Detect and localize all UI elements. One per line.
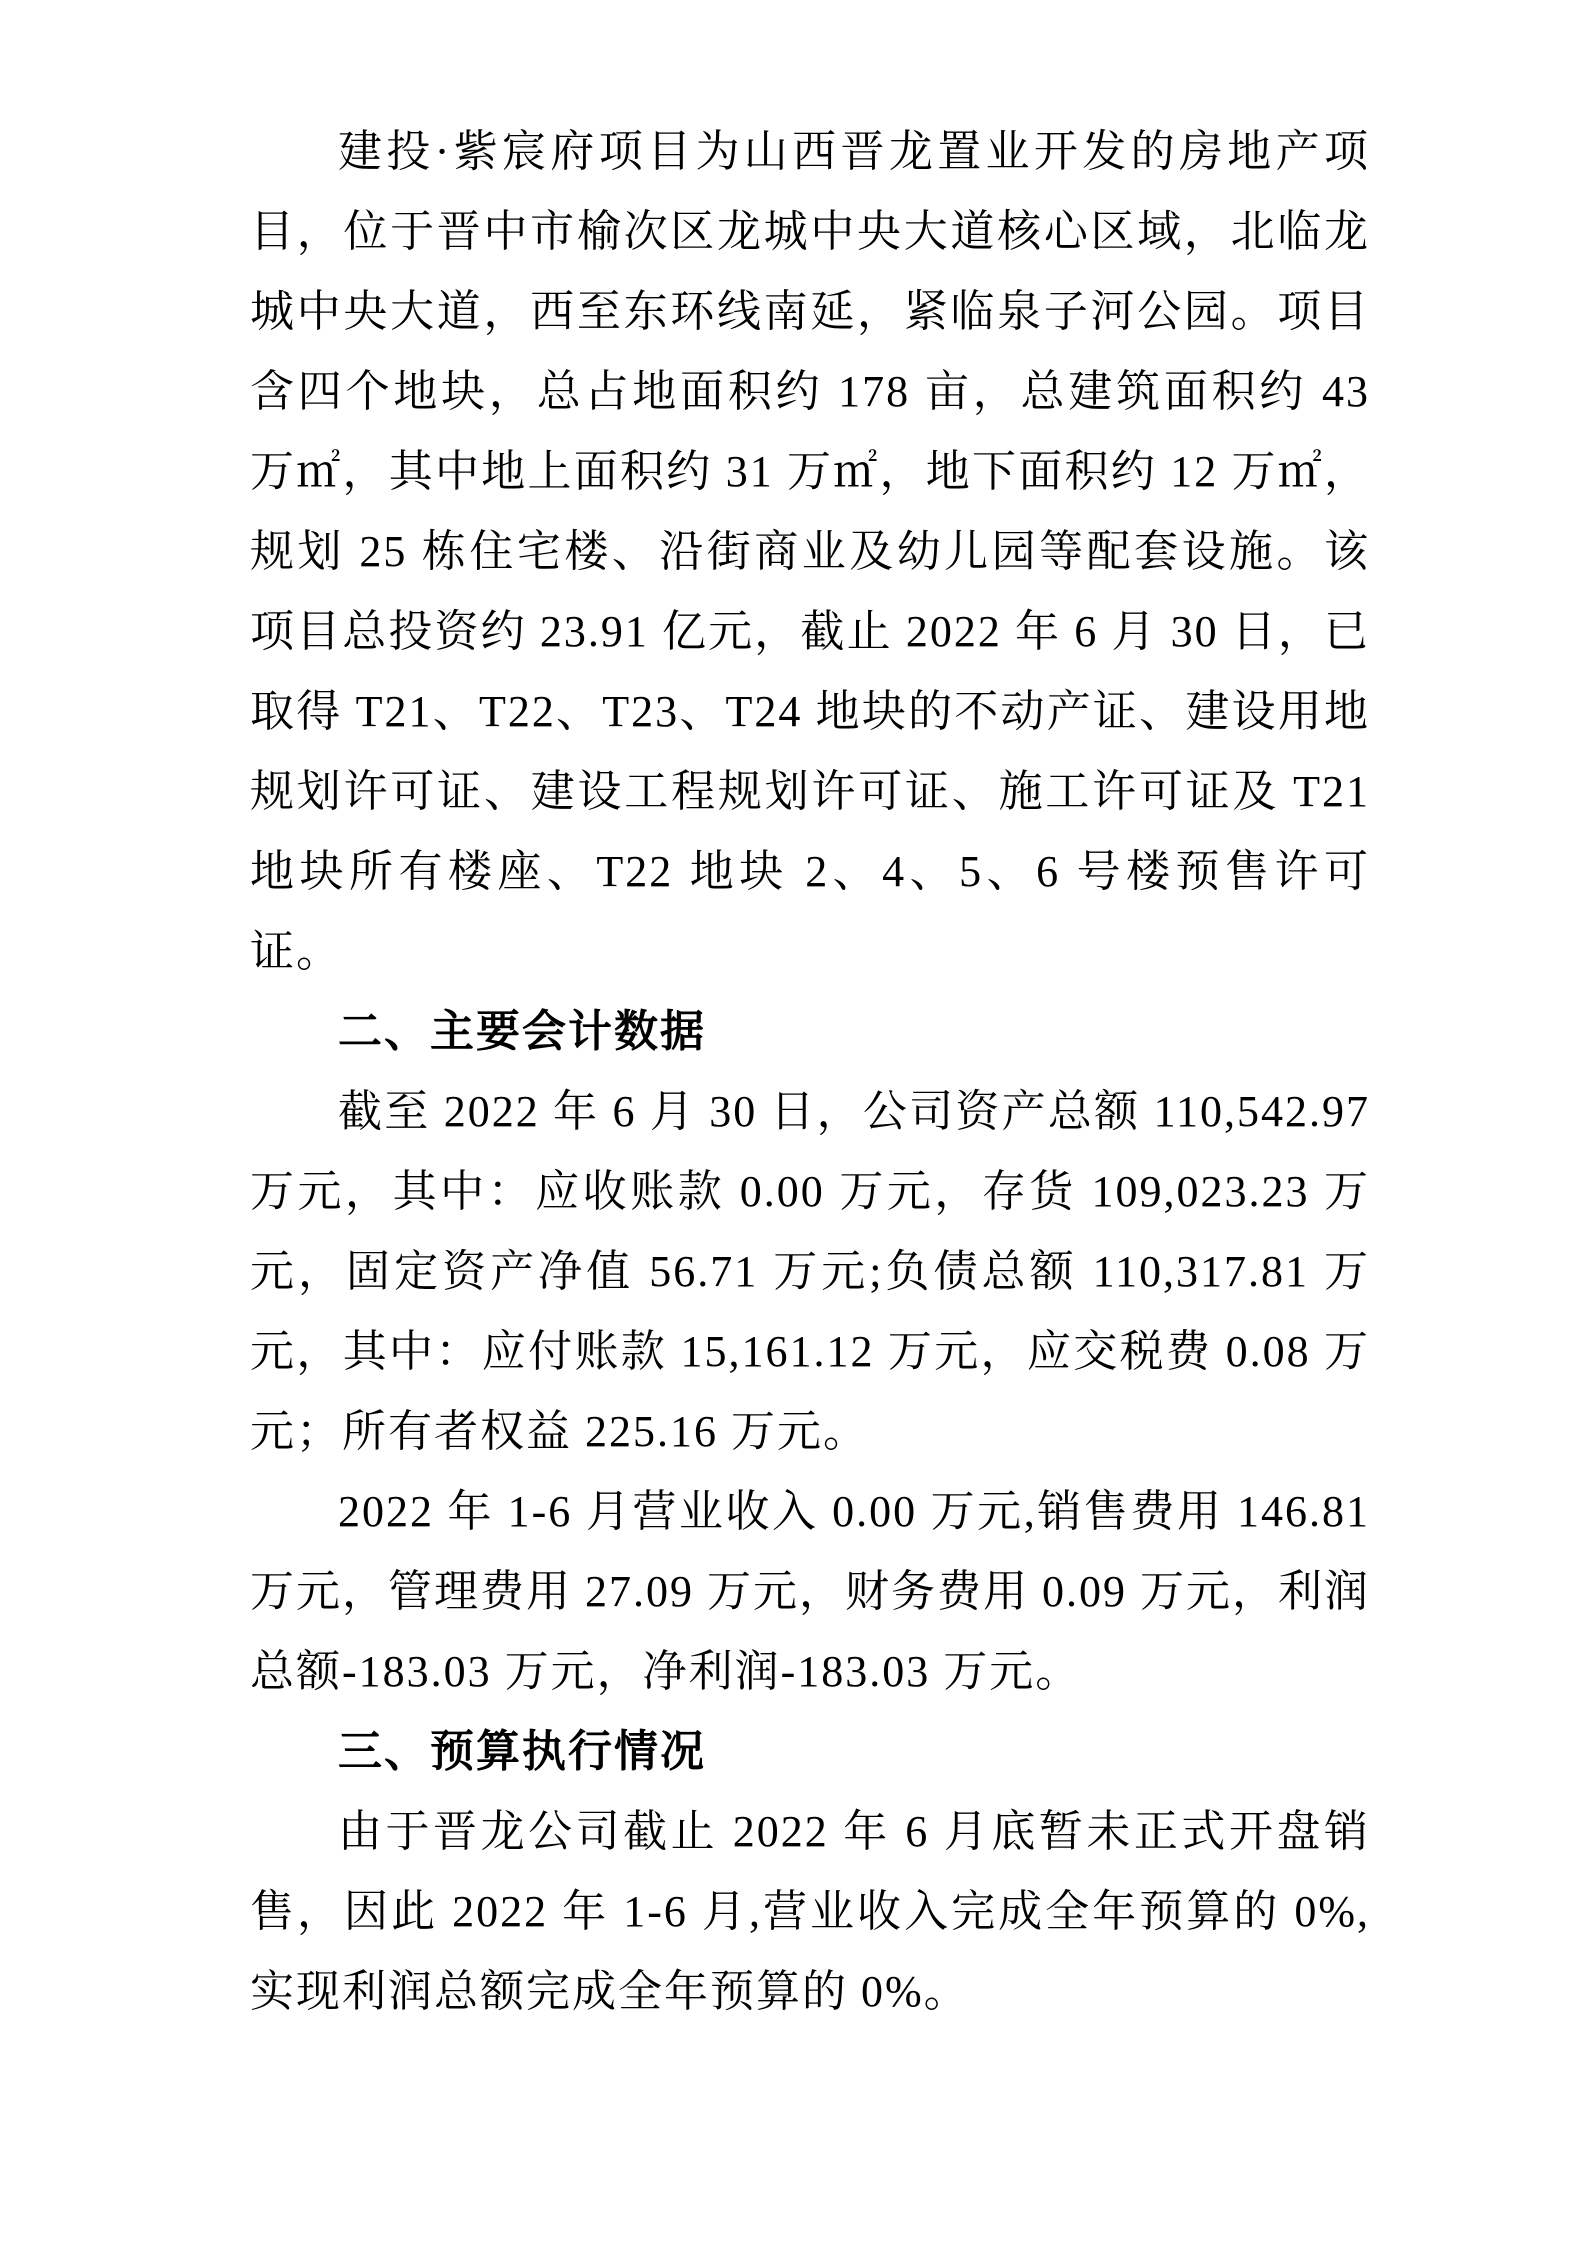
section-heading-accounting-data: 二、主要会计数据 xyxy=(338,1007,706,1056)
section-heading-budget-execution: 三、预算执行情况 xyxy=(338,1727,706,1776)
paragraph-income-statement: 2022 年 1-6 月营业收入 0.00 万元,销售费用 146.81 万元，管理费用 27.09 万元，财务费用 0.09 万元，利润总额-183.03 万元，净利润-183.03 万元。 xyxy=(250,1487,1370,1696)
paragraph-balance-sheet: 截至 2022 年 6 月 30 日，公司资产总额 110,542.97 万元，其中：应收账款 0.00 万元，存货 109,023.23 万元，固定资产净值 56.71 万元;负债总额 110,317.81 万元，其中：应付账款 15,161.12 万元，应交税费 0.08 万元；所有者权益 225.16 万元。 xyxy=(250,1087,1370,1456)
document-body xyxy=(250,112,1370,2032)
paragraph-budget-execution: 由于晋龙公司截止 2022 年 6 月底暂未正式开盘销售，因此 2022 年 1-6 月,营业收入完成全年预算的 0%, 实现利润总额完成全年预算的 0%。 xyxy=(250,1807,1370,2016)
paragraph-project-overview: 建投·紫宸府项目为山西晋龙置业开发的房地产项目，位于晋中市榆次区龙城中央大道核心区域，北临龙城中央大道，西至东环线南延，紧临泉子河公园。项目含四个地块，总占地面积约 178 亩，总建筑面积约 43 万㎡，其中地上面积约 31 万㎡，地下面积约 12 万㎡，规划 25 栋住宅楼、沿街商业及幼儿园等配套设施。该项目总投资约 23.91 亿元，截止 2022 年 6 月 30 日，已取得 T21、T22、T23、T24 地块的不动产证、建设用地规划许可证、建设工程规划许可证、施工许可证及 T21 地块所有楼座、T22 地块 2、4、5、6 号楼预售许可证。 xyxy=(250,127,1370,976)
